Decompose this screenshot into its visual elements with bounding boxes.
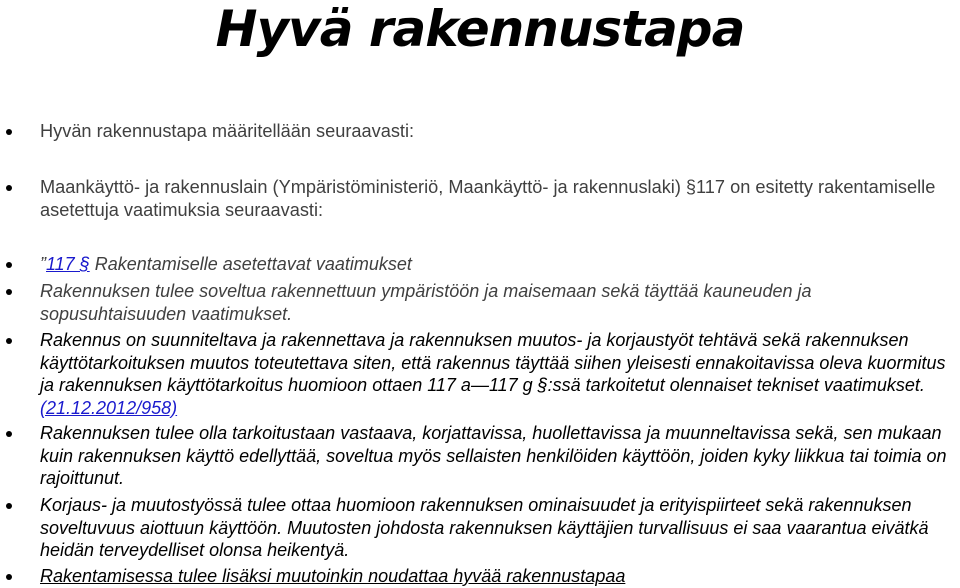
bullet-text: Rakentamisessa tulee lisäksi muutoinkin noudattaa hyvää rakennustapaa: [40, 566, 626, 586]
amendment-link[interactable]: (21.12.2012/958): [40, 397, 178, 418]
bullet-dot-icon: [6, 289, 12, 295]
bullet-text: Rakennuksen tulee olla tarkoitustaan vastaava, korjattavissa, huollettavissa ja muunneltavissa sekä, sen mukaan kuin rakennuksen käyttö edellyttää, soveltua myös sellaisten henkilöiden käyttöön, joiden kyky liikkua tai toimia on rajoittunut.: [40, 423, 947, 488]
bullet-dot-icon: [6, 185, 12, 191]
bullet-environment-requirement: [40, 280, 955, 325]
bullet-technical-requirements: [40, 329, 955, 419]
bullet-dot-icon: [6, 431, 12, 437]
quote-mark: ”: [40, 254, 46, 274]
bullet-dot-icon: [6, 574, 12, 580]
bullet-text: Rakennuksen tulee soveltua rakennettuun ympäristöön ja maisemaan sekä täyttää kauneuden ja sopusuhtaisuuden vaatimukset.: [40, 281, 812, 324]
bullet-dot-icon: [6, 503, 12, 509]
bullet-dot-icon: [6, 338, 12, 344]
page-title: Hyvä rakennustapa: [215, 0, 745, 58]
bullet-intro: [40, 120, 955, 143]
bullet-dot-icon: [6, 262, 12, 268]
bullet-text: Maankäyttö- ja rakennuslain (Ympäristöministeriö, Maankäyttö- ja rakennuslaki) §117 on esitetty rakentamiselle asetettuja vaatimuksia seuraavasti:: [40, 177, 936, 220]
bullet-good-practice: [40, 565, 955, 588]
bullet-section-heading: [40, 253, 955, 276]
bullet-text: Rakennus on suunniteltava ja rakennettava ja rakennuksen muutos- ja korjaustyöt tehtävä sekä rakennuksen käyttötarkoituksen muutos toteutettava siten, että rakennus täyttää siihen yleisesti ennakoitavissa oleva kuormitus ja rakennuksen käyttötarkoitus huomioon ottaen 117 a—117 g §:ssä tarkoitetut olennaiset tekniset vaatimukset.: [40, 330, 946, 395]
bullet-renovation-requirement: [40, 494, 955, 562]
section-heading-text: Rakentamiselle asetettavat vaatimukset: [89, 254, 412, 274]
bullet-dot-icon: [6, 129, 12, 135]
section-117-link[interactable]: 117 §: [46, 254, 90, 274]
bullet-text: Hyvän rakennustapa määritellään seuraavasti:: [40, 121, 415, 141]
bullet-accessibility-requirement: [40, 422, 955, 490]
bullet-text: Korjaus- ja muutostyössä tulee ottaa huomioon rakennuksen ominaisuudet ja erityispiirteet sekä rakennuksen soveltuvuus aiottuun käyttöön. Muutosten johdosta rakennuksen käyttäjien turvallisuus ei saa vaarantua eivätkä heidän terveydelliset olonsa heikentyä.: [40, 495, 929, 560]
bullet-law-reference: [40, 176, 955, 221]
